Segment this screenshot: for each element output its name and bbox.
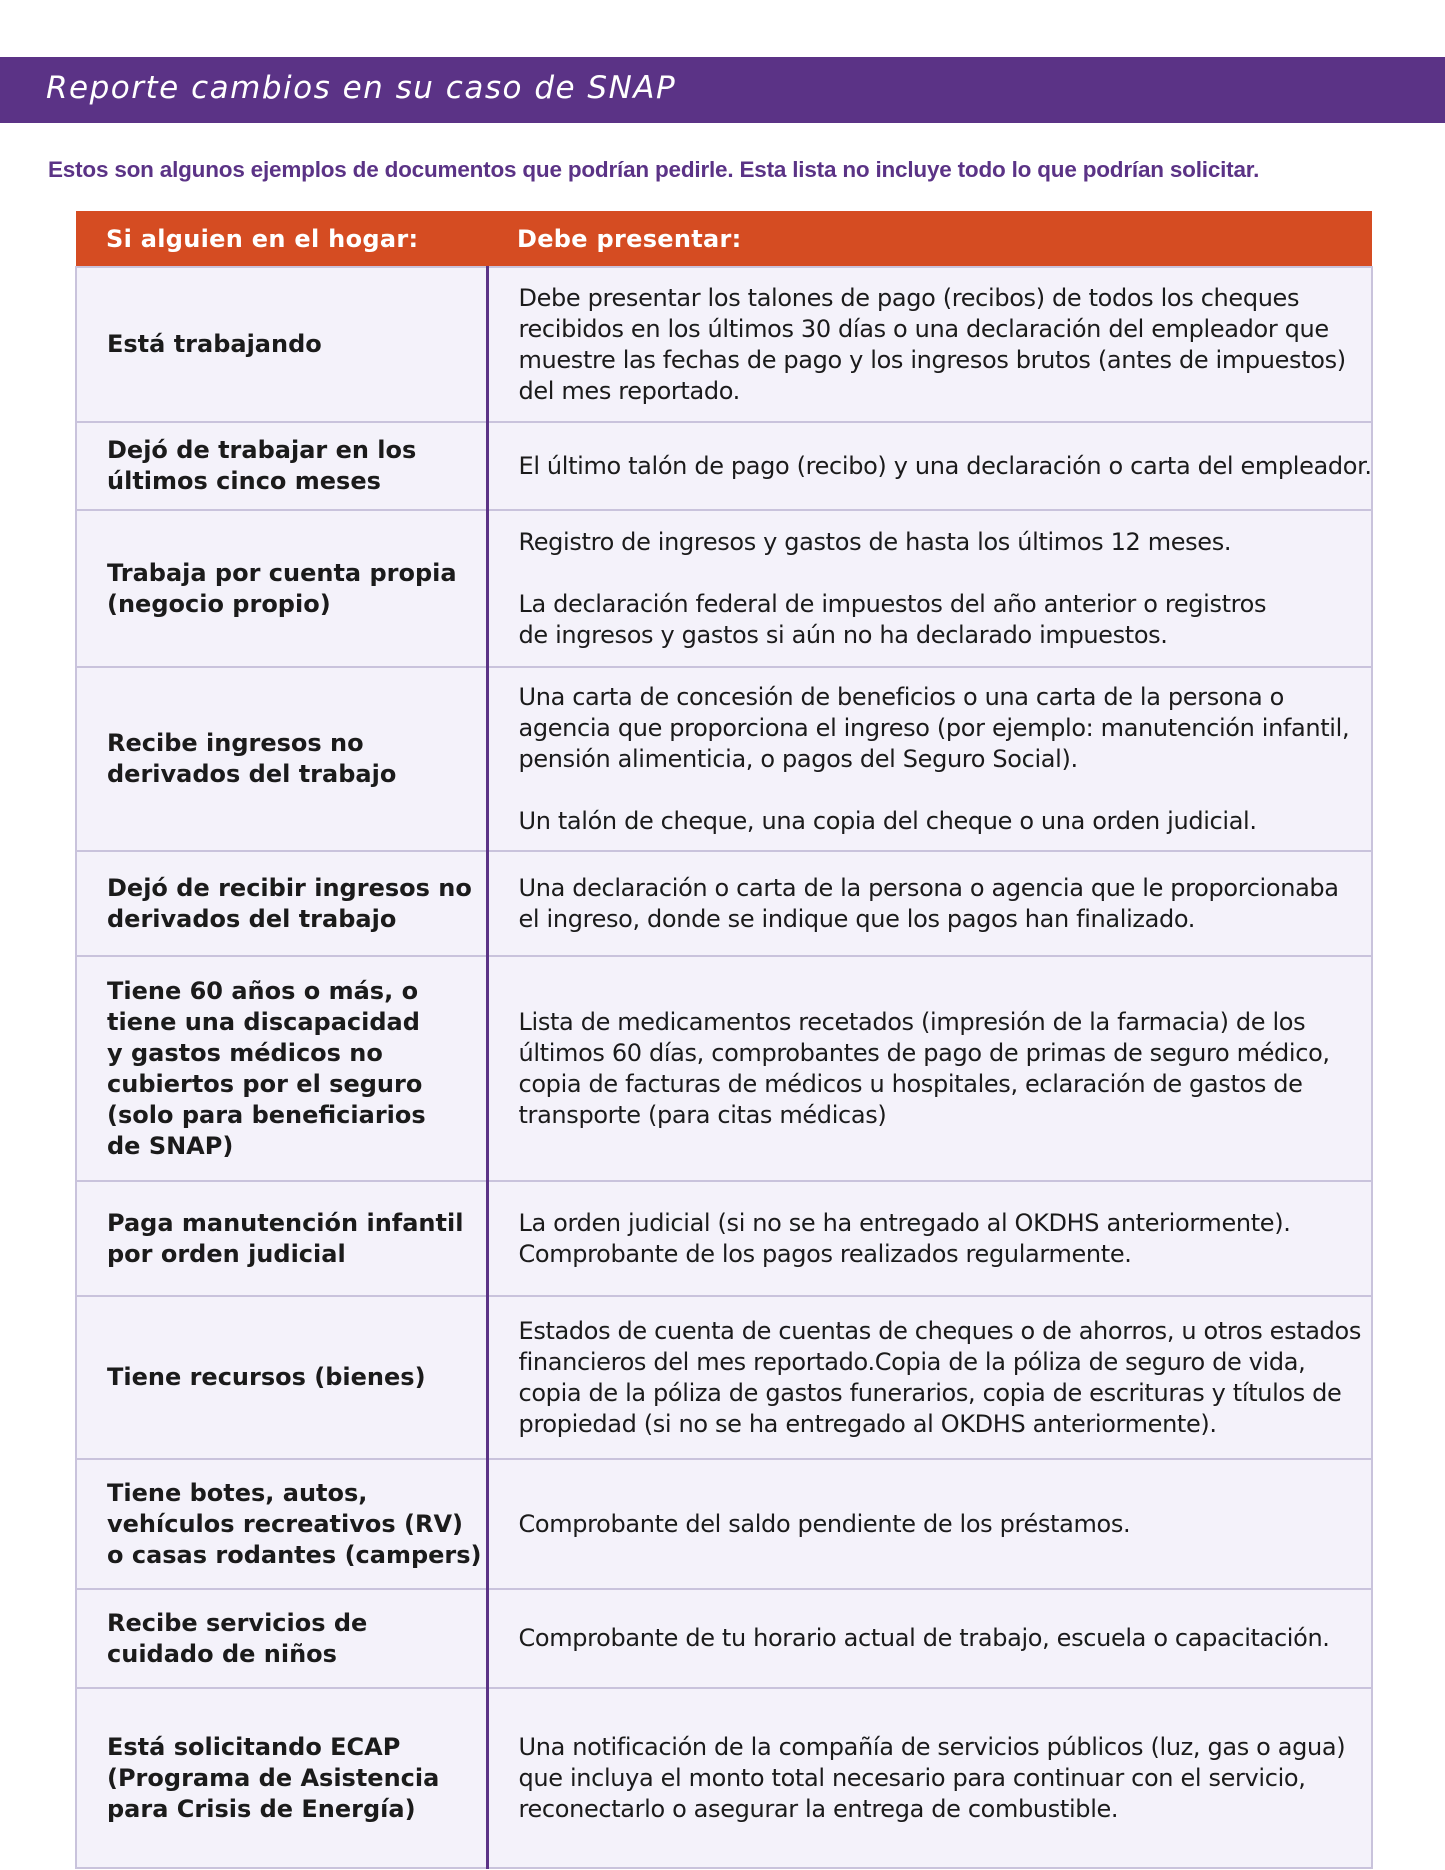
- requirement-line: Estados de cuenta de cuentas de cheques o de ahorros, u otros estados: [518, 1316, 1362, 1345]
- requirement-line: transporte (para citas médicas): [518, 1100, 887, 1129]
- condition-line: por orden judicial: [107, 1239, 346, 1268]
- condition-line: Tiene botes, autos,: [107, 1478, 368, 1507]
- requirement-line: Comprobante de los pagos realizados regularmente.: [518, 1239, 1132, 1268]
- condition-line: (negocio propio): [107, 589, 331, 618]
- condition-cell: [76, 851, 487, 956]
- requirement-paragraph: [519, 806, 1358, 837]
- requirement-line: Una declaración o carta de la persona o agencia que le proporcionaba: [518, 873, 1339, 902]
- requirement-line: Comprobante del saldo pendiente de los préstamos.: [518, 1509, 1131, 1538]
- table-row: [76, 1296, 1372, 1459]
- requirement-line: muestre las fechas de pago y los ingresos brutos (antes de impuestos): [518, 345, 1346, 374]
- column-header-requirement: Debe presentar:: [487, 211, 1372, 267]
- requirement-paragraph: [519, 1623, 1358, 1654]
- requirement-line: Un talón de cheque, una copia del cheque o una orden judicial.: [518, 806, 1257, 835]
- requirement-paragraph: [519, 283, 1358, 407]
- condition-line: (Programa de Asistencia: [107, 1763, 440, 1792]
- condition-line: Trabaja por cuenta propia: [107, 558, 457, 587]
- requirement-line: Una notificación de la compañía de servicios públicos (luz, gas o agua): [518, 1732, 1346, 1761]
- requirement-cell: [487, 1459, 1372, 1589]
- condition-line: o casas rodantes (campers): [107, 1540, 482, 1569]
- requirement-paragraph: [519, 682, 1358, 775]
- requirement-paragraph: [519, 873, 1358, 935]
- requirement-cell: [487, 667, 1372, 851]
- table-row: [76, 267, 1372, 422]
- table-row: [76, 510, 1372, 667]
- condition-line: y gastos médicos no: [107, 1038, 383, 1067]
- condition-line: Tiene 60 años o más, o: [107, 976, 419, 1005]
- requirement-line: últimos 60 días, comprobantes de pago de primas de seguro médico,: [518, 1038, 1330, 1067]
- table-row: [76, 1459, 1372, 1589]
- documents-table: [75, 211, 1373, 1869]
- requirement-line: copia de facturas de médicos u hospitales, eclaración de gastos de: [518, 1069, 1303, 1098]
- requirement-line: La declaración federal de impuestos del año anterior o registros: [518, 589, 1267, 618]
- table-row: [76, 851, 1372, 956]
- condition-line: cuidado de niños: [107, 1639, 337, 1668]
- requirement-cell: [487, 851, 1372, 956]
- condition-line: tiene una discapacidad: [107, 1007, 420, 1036]
- condition-line: Recibe ingresos no: [107, 729, 364, 757]
- requirement-paragraph: [518, 451, 1372, 482]
- condition-line: derivados del trabajo: [107, 904, 397, 933]
- condition-line: Dejó de trabajar en los: [107, 436, 417, 464]
- requirement-line: propiedad (si no se ha entregado al OKDHS anteriormente).: [518, 1409, 1217, 1438]
- table-row: [76, 956, 1372, 1181]
- condition-cell: [76, 510, 487, 667]
- table-row: [76, 422, 1372, 510]
- requirement-cell: [487, 1181, 1372, 1296]
- condition-line: Está solicitando ECAP: [107, 1732, 401, 1761]
- requirement-line: de ingresos y gastos si aún no ha declarado impuestos.: [518, 620, 1168, 649]
- table-row: [76, 1688, 1372, 1868]
- requirement-cell: [487, 1589, 1372, 1688]
- table-body: [76, 267, 1372, 1868]
- condition-cell: [76, 667, 487, 851]
- page-banner: [0, 57, 1445, 123]
- condition-line: Está trabajando: [107, 330, 322, 358]
- requirement-line: Comprobante de tu horario actual de trabajo, escuela o capacitación.: [518, 1624, 1330, 1652]
- requirement-line: el ingreso, donde se indique que los pagos han finalizado.: [518, 904, 1196, 933]
- condition-cell: [76, 956, 487, 1181]
- condition-line: (solo para beneficiarios: [107, 1100, 426, 1129]
- requirement-paragraph: [519, 1208, 1358, 1270]
- condition-line: para Crisis de Energía): [107, 1794, 416, 1823]
- requirement-cell: [487, 422, 1372, 510]
- requirement-line: recibidos en los últimos 30 días o una declaración del empleador que: [518, 314, 1329, 343]
- condition-cell: [76, 267, 487, 422]
- table-row: [76, 1181, 1372, 1296]
- requirement-line: agencia que proporciona el ingreso (por ejemplo: manutención infantil,: [518, 713, 1350, 742]
- condition-line: vehículos recreativos (RV): [107, 1509, 464, 1538]
- condition-cell: [76, 1589, 487, 1688]
- condition-line: Tiene recursos (bienes): [107, 1363, 426, 1391]
- requirement-cell: [487, 956, 1372, 1181]
- table-header-row: [76, 211, 1372, 267]
- intro-text: Estos son algunos ejemplos de documentos que podrían pedirle. Esta lista no incluye todo lo que podrían solicitar.: [48, 157, 1260, 182]
- condition-line: cubiertos por el seguro: [107, 1069, 423, 1098]
- requirement-cell: [487, 510, 1372, 667]
- condition-line: de SNAP): [107, 1131, 234, 1160]
- condition-cell: [76, 1181, 487, 1296]
- condition-line: Recibe servicios de: [107, 1608, 368, 1637]
- requirement-line: reconectarlo o asegurar la entrega de combustible.: [518, 1794, 1119, 1823]
- requirement-line: Registro de ingresos y gastos de hasta los últimos 12 meses.: [518, 527, 1232, 556]
- requirement-line: del mes reportado.: [518, 376, 740, 405]
- condition-line: Dejó de recibir ingresos no: [107, 873, 472, 902]
- requirement-line: que incluya el monto total necesario para continuar con el servicio,: [518, 1763, 1306, 1792]
- requirement-paragraph: [518, 1316, 1362, 1440]
- requirement-paragraph: [519, 527, 1358, 558]
- requirement-line: Una carta de concesión de beneficios o una carta de la persona o: [518, 682, 1285, 711]
- requirement-paragraph: [519, 1509, 1358, 1540]
- requirement-paragraph: [519, 1007, 1358, 1131]
- requirement-paragraph: [519, 589, 1358, 651]
- condition-cell: [76, 1688, 487, 1868]
- requirement-line: Lista de medicamentos recetados (impresión de la farmacia) de los: [518, 1007, 1306, 1036]
- condition-line: derivados del trabajo: [107, 760, 397, 788]
- condition-cell: [76, 1459, 487, 1589]
- column-header-condition: Si alguien en el hogar:: [76, 211, 487, 267]
- requirement-line: La orden judicial (si no se ha entregado al OKDHS anteriormente).: [518, 1208, 1291, 1237]
- requirement-cell: [487, 1688, 1372, 1868]
- condition-cell: [76, 422, 487, 510]
- requirement-paragraph: [519, 1732, 1358, 1825]
- table-row: [76, 1589, 1372, 1688]
- condition-line: últimos cinco meses: [107, 467, 381, 495]
- page-title: Reporte cambios en su caso de SNAP: [46, 70, 677, 106]
- table-row: [76, 667, 1372, 851]
- requirement-cell: [487, 1296, 1372, 1459]
- requirement-line: financieros del mes reportado.Copia de la póliza de seguro de vida,: [518, 1347, 1306, 1376]
- requirement-line: pensión alimenticia, o pagos del Seguro Social).: [518, 744, 1078, 773]
- condition-cell: [76, 1296, 487, 1459]
- requirement-line: El último talón de pago (recibo) y una declaración o carta del empleador.: [518, 451, 1372, 480]
- requirement-cell: [487, 267, 1372, 422]
- condition-line: Paga manutención infantil: [107, 1208, 464, 1237]
- requirement-line: copia de la póliza de gastos funerarios, copia de escrituras y títulos de: [518, 1378, 1342, 1407]
- requirement-line: Debe presentar los talones de pago (recibos) de todos los cheques: [518, 283, 1300, 312]
